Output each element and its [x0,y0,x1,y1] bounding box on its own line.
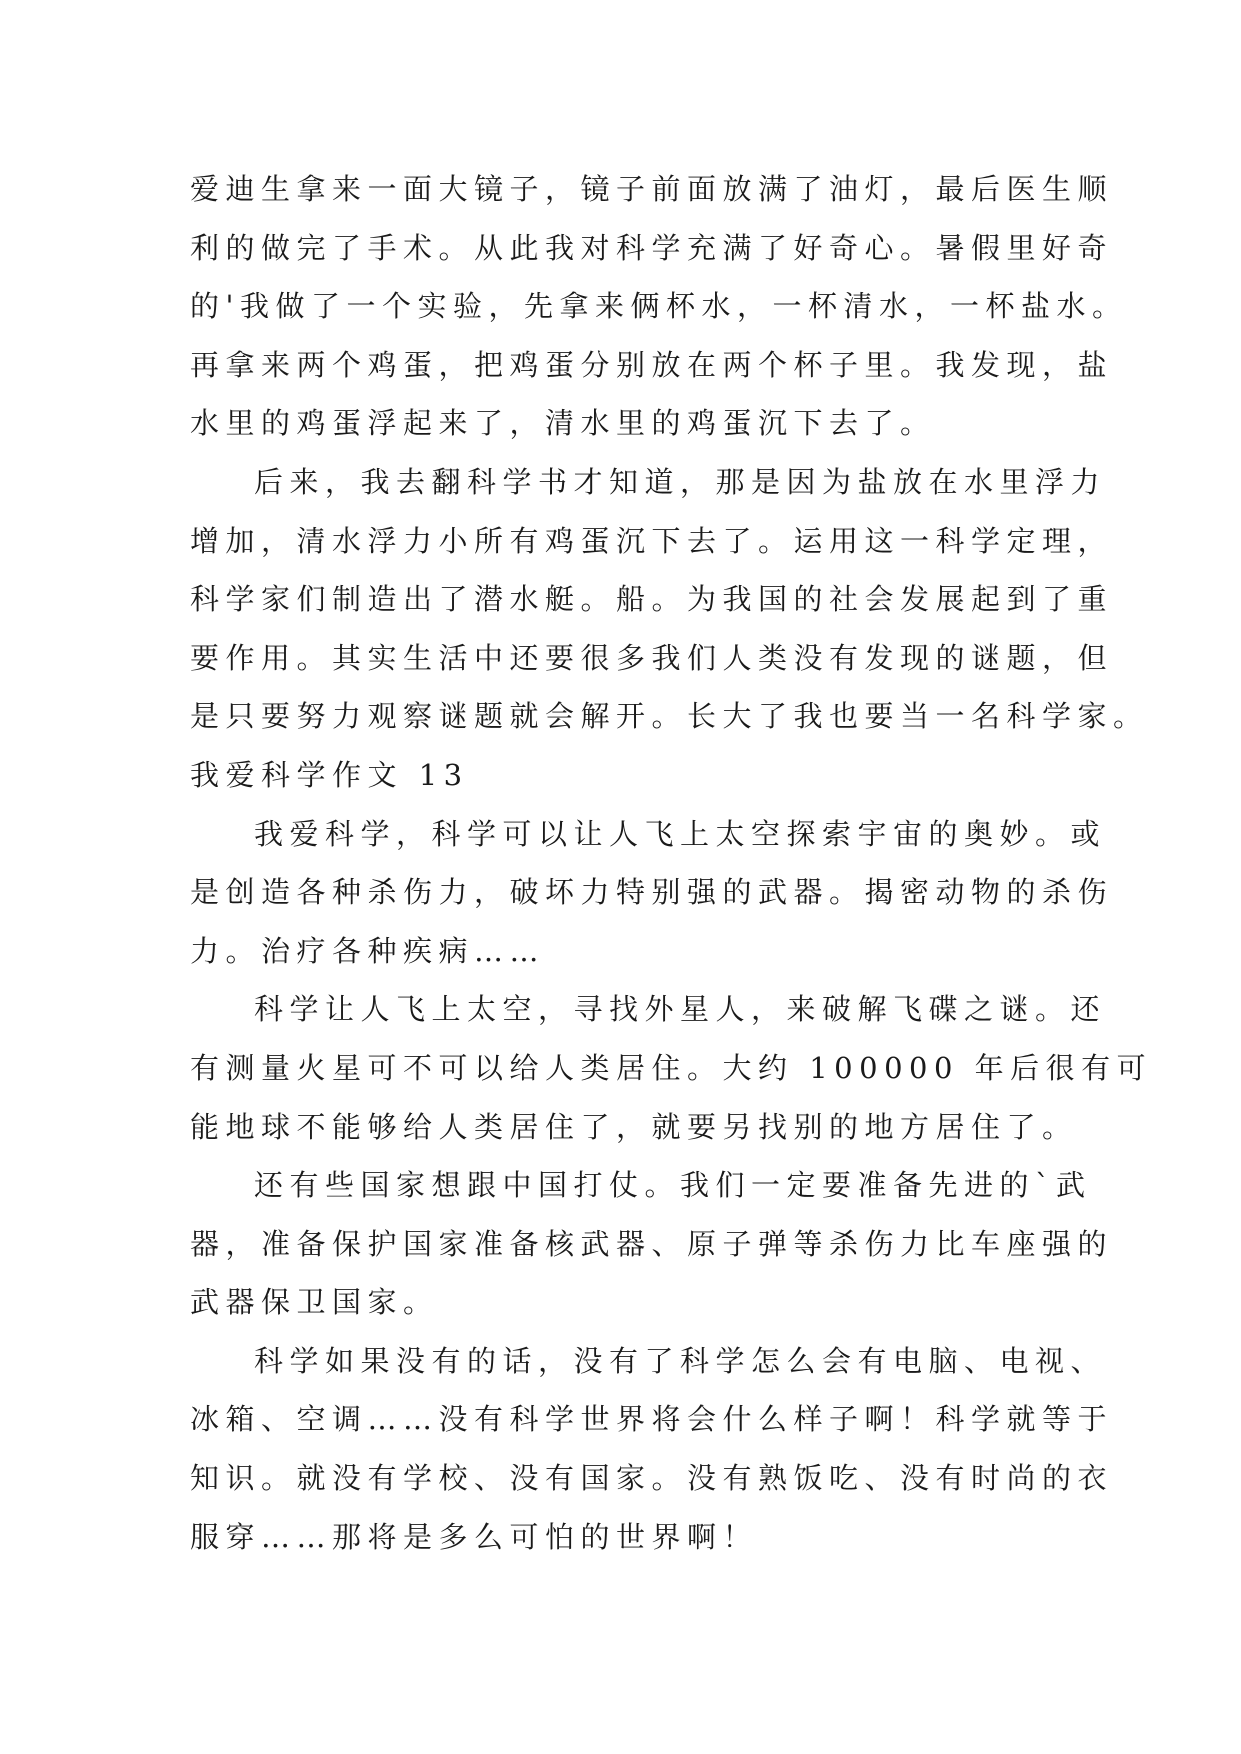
paragraph-start-line: 科学如果没有的话，没有了科学怎么会有电脑、电视、 [254,1343,1107,1378]
text-line: 是创造各种杀伤力，破坏力特别强的武器。揭密动物的杀伤 [190,875,1114,910]
text-line: 是只要努力观察谜题就会解开。长大了我也要当一名科学家。 [190,699,1149,734]
text-line: 利的做完了手术。从此我对科学充满了好奇心。暑假里好奇 [190,230,1114,265]
text-line: 能地球不能够给人类居住了，就要另找别的地方居住了。 [190,1109,1078,1144]
text-line: 的'我做了一个实验，先拿来俩杯水，一杯清水，一杯盐水。 [190,289,1128,324]
text-line: 要作用。其实生活中还要很多我们人类没有发现的谜题，但 [190,640,1114,675]
section-title: 我爱科学作文 13 [190,757,469,792]
paragraph-start-line: 还有些国家想跟中国打仗。我们一定要准备先进的`武 [254,1168,1092,1203]
text-line: 服穿……那将是多么可怕的世界啊！ [190,1519,759,1554]
text-line: 力。治疗各种疾病…… [190,933,546,968]
text-line: 科学家们制造出了潜水艇。船。为我国的社会发展起到了重 [190,582,1114,617]
text-line: 冰箱、空调……没有科学世界将会什么样子啊！科学就等于 [190,1402,1114,1437]
text-line: 武器保卫国家。 [190,1285,439,1320]
document-body [190,160,1153,1566]
text-line: 爱迪生拿来一面大镜子，镜子前面放满了油灯，最后医生顺 [190,172,1114,206]
paragraph-start-line: 科学让人飞上太空，寻找外星人，来破解飞碟之谜。还 [254,992,1107,1027]
paragraph-start-line: 后来，我去翻科学书才知道，那是因为盐放在水里浮力 [254,464,1107,499]
text-line: 有测量火星可不可以给人类居住。大约 100000 年后很有可 [190,1050,1153,1085]
text-line: 知识。就没有学校、没有国家。没有熟饭吃、没有时尚的衣 [190,1461,1114,1496]
paragraph-start-line: 我爱科学，科学可以让人飞上太空探索宇宙的奥妙。或 [254,816,1107,851]
text-line: 再拿来两个鸡蛋，把鸡蛋分别放在两个杯子里。我发现，盐 [190,347,1114,382]
text-line: 增加，清水浮力小所有鸡蛋沉下去了。运用这一科学定理， [190,523,1114,558]
text-line: 器，准备保护国家准备核武器、原子弹等杀伤力比车座强的 [190,1226,1114,1261]
text-line: 水里的鸡蛋浮起来了，清水里的鸡蛋沉下去了。 [190,406,936,441]
